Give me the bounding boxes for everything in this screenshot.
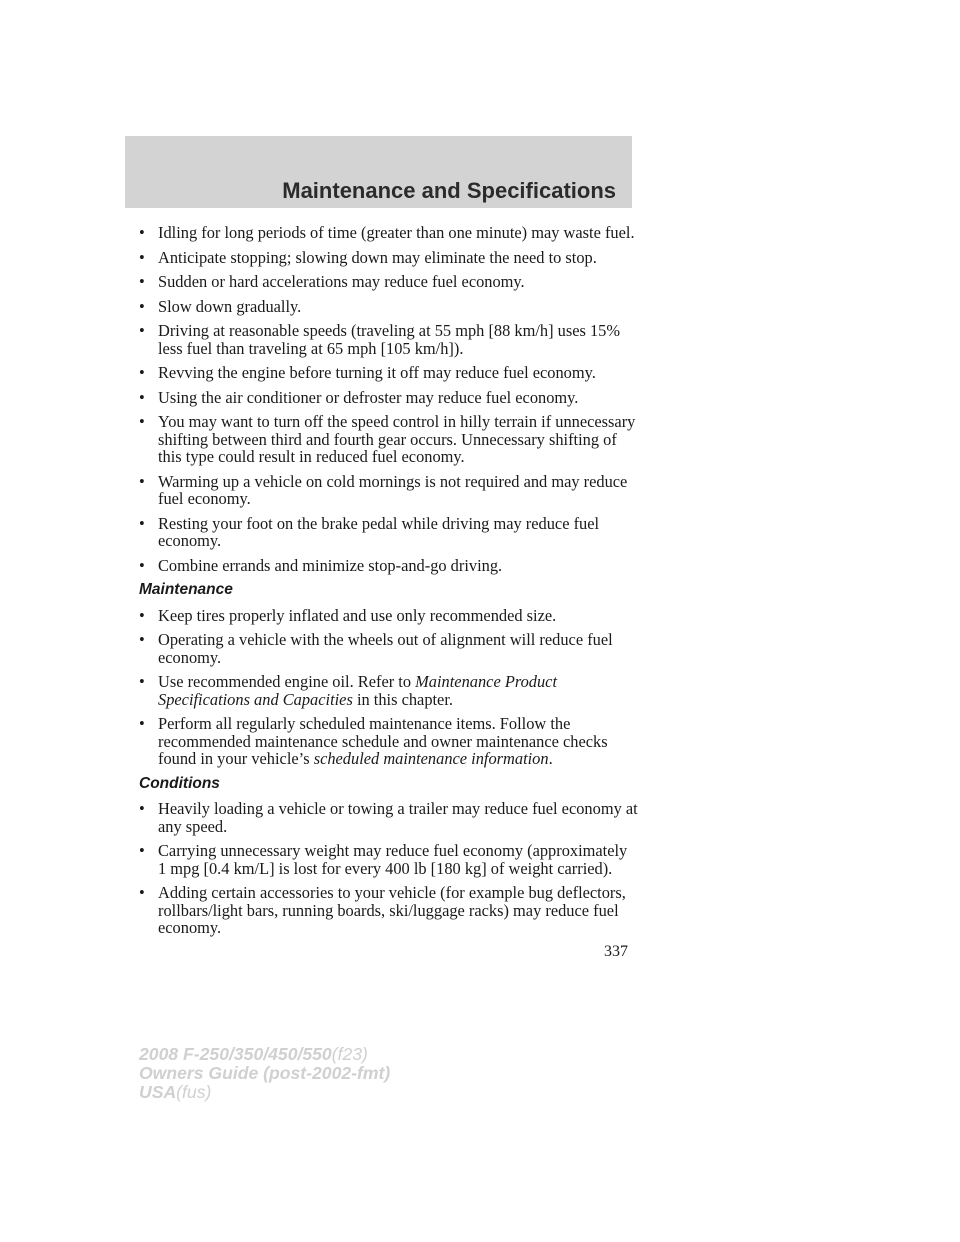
list-item	[139, 884, 639, 937]
list-item	[139, 842, 639, 877]
bullet-icon: •	[139, 841, 145, 860]
header-band	[125, 136, 632, 208]
bullet-icon: •	[139, 714, 145, 733]
list-item	[139, 557, 639, 575]
page-number: 337	[604, 943, 628, 960]
list-item-text: Resting your foot on the brake pedal while driving may reduce fuel economy.	[158, 513, 600, 550]
bullet-icon: •	[139, 630, 145, 649]
list-item-text: Adding certain accessories to your vehicle (for example bug deflectors, rollbars/light bars, running boards, ski/luggage racks) may reduce fuel economy.	[158, 883, 626, 937]
list-item-text: Slow down gradually.	[158, 296, 302, 316]
list-item-text: Combine errands and minimize stop-and-go driving.	[158, 555, 503, 575]
bullet-icon: •	[139, 555, 145, 575]
list-item	[139, 607, 639, 625]
list-item-text: Use recommended engine oil. Refer to	[158, 672, 416, 691]
footer-market: USA	[139, 1082, 177, 1102]
list-item	[139, 364, 639, 382]
list-item-text: Revving the engine before turning it off may reduce fuel economy.	[158, 363, 596, 382]
list-item-text: Operating a vehicle with the wheels out of alignment will reduce fuel economy.	[158, 630, 613, 667]
page-title: Maintenance and Specifications	[282, 178, 616, 203]
bullet-icon: •	[139, 296, 145, 316]
list-item	[139, 389, 639, 407]
footer-market-code: (fus)	[176, 1082, 212, 1102]
footer-line	[139, 1083, 390, 1102]
bullet-icon: •	[139, 799, 145, 818]
list-item	[139, 631, 639, 666]
bullet-icon: •	[139, 471, 145, 491]
list-item	[139, 298, 639, 316]
bullet-icon: •	[139, 412, 145, 431]
list-item-text: Sudden or hard accelerations may reduce fuel economy.	[158, 272, 525, 291]
list-item-text: Anticipate stopping; slowing down may eliminate the need to stop.	[158, 247, 597, 267]
bullet-icon: •	[139, 513, 145, 533]
list-item	[139, 800, 639, 835]
list-item	[139, 473, 639, 508]
bullet-icon: •	[139, 247, 145, 267]
list-item	[139, 715, 639, 768]
list-item-text: Heavily loading a vehicle or towing a trailer may reduce fuel economy at any speed.	[158, 799, 638, 836]
list-item	[139, 273, 639, 291]
list-item-text: in this chapter.	[352, 689, 453, 709]
list-item-text: Using the air conditioner or defroster may reduce fuel economy.	[158, 387, 579, 407]
cross-reference: scheduled maintenance information	[313, 749, 549, 768]
list-item-text: Keep tires properly inflated and use only recommended size.	[158, 605, 557, 625]
list-item-text: Driving at reasonable speeds (traveling at 55 mph [88 km/h] uses 15% less fuel than traveling at 65 mph [105 km/h]).	[158, 321, 621, 358]
list-item	[139, 515, 639, 550]
list-item	[139, 673, 639, 708]
list-item-text: Perform all regularly scheduled maintenance items. Follow the recommended maintenance schedule and owner maintenance checks found in your vehicle’s	[158, 714, 608, 768]
fuel-tips-list	[139, 224, 639, 574]
list-item-text: Warming up a vehicle on cold mornings is not required and may reduce fuel economy.	[158, 471, 628, 508]
conditions-list	[139, 800, 639, 937]
bullet-icon: •	[139, 321, 145, 340]
page-content	[139, 224, 639, 944]
bullet-icon: •	[139, 363, 145, 382]
conditions-heading: Conditions	[139, 774, 220, 792]
list-item	[139, 249, 639, 267]
list-item	[139, 322, 639, 357]
bullet-icon: •	[139, 605, 145, 625]
footer	[139, 1045, 390, 1102]
bullet-icon: •	[139, 272, 145, 291]
list-item-text: Idling for long periods of time (greater than one minute) may waste fuel.	[158, 223, 635, 242]
bullet-icon: •	[139, 387, 145, 407]
cross-reference: Maintenance Product Specifications and Capacities	[158, 672, 558, 709]
footer-code: (f23)	[331, 1044, 368, 1064]
footer-guide: Owners Guide (post-2002-fmt)	[139, 1063, 391, 1083]
list-item	[139, 224, 639, 242]
bullet-icon: •	[139, 223, 145, 242]
list-item-text: You may want to turn off the speed control in hilly terrain if unnecessary shifting between third and fourth gear occurs. Unnecessary shifting of this type could result in reduced fuel economy.	[158, 412, 636, 466]
maintenance-heading: Maintenance	[139, 581, 233, 598]
footer-line	[139, 1064, 390, 1083]
list-item-text: Carrying unnecessary weight may reduce fuel economy (approximately 1 mpg [0.4 km/L] is lost for every 400 lb [180 kg] of weight carried).	[158, 841, 628, 878]
footer-line	[139, 1045, 390, 1064]
bullet-icon: •	[139, 883, 145, 902]
list-item	[139, 413, 639, 466]
footer-model: 2008 F-250/350/450/550	[139, 1044, 332, 1064]
maintenance-list	[139, 607, 639, 768]
bullet-icon: •	[139, 672, 145, 691]
list-item-text: .	[548, 749, 553, 768]
